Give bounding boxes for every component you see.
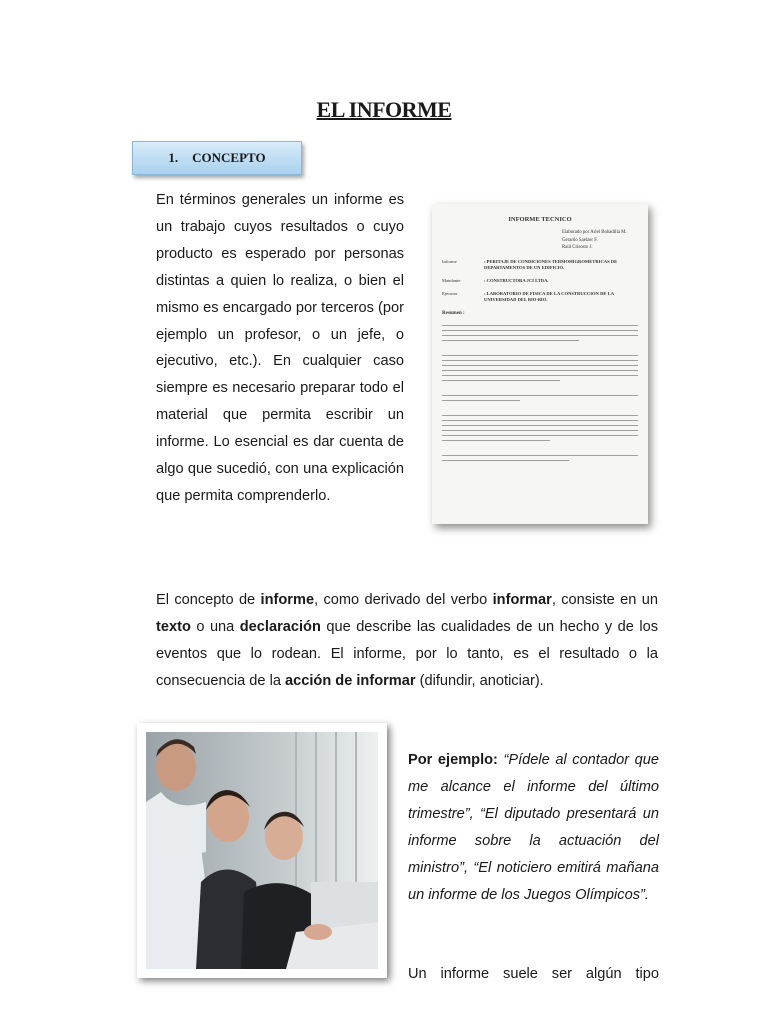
report-row-value: : CONSTRUCTORA JCI LTDA. xyxy=(484,277,549,283)
people-at-computer-illustration xyxy=(146,732,378,969)
section-label: CONCEPTO xyxy=(192,150,266,165)
report-author: Raúl Crisosto J. xyxy=(562,245,593,250)
report-summary-label: Resumen : xyxy=(442,310,465,316)
report-title: INFORME TECNICO xyxy=(508,216,572,223)
page-title: EL INFORME xyxy=(316,97,452,122)
definition-paragraph: En términos generales un informe es un trabajo cuyos resultados o cuyo producto es esperado por personas distintas a quien lo realiza, o bien el mismo es encargado por terceros (por ejemplo un profesor, o un jefe, o ejecutivo, etc.). En cualquier caso siempre es necesario preparar todo el material que permita escribir un informe. Lo esencial es dar cuenta de algo que sucedió, con una explicación que permita comprenderlo. xyxy=(156,192,404,504)
report-author: Elaborado por Ariel Bobadilla M. xyxy=(562,230,627,235)
report-document-image xyxy=(432,204,648,524)
report-row xyxy=(442,278,638,284)
report-row xyxy=(442,291,638,303)
report-row xyxy=(442,259,638,271)
business-meeting-photo xyxy=(137,723,387,978)
report-row-value: : PERITAJE DE CONDICIONES TERMOHIGROMETRICAS DE DEPARTAMENTOS DE UN EDIFICIO. xyxy=(484,258,618,270)
report-row-key: Ejecutor xyxy=(442,290,458,296)
report-row-key: Informe xyxy=(442,258,457,264)
section-heading-concepto xyxy=(132,141,302,175)
example-paragraph: Por ejemplo: “Pídele al contador que me alcance el informe del último trimestre”, “El diputado presentará un informe sobre la actuación del ministro”, “El noticiero emitirá mañana un informe de los Juegos Olímpicos”. xyxy=(408,752,659,903)
section-number: 1. xyxy=(168,150,179,165)
continuation-paragraph: Un informe suele ser algún tipo xyxy=(408,966,659,982)
report-body-text xyxy=(442,325,638,462)
report-row-value: : LABORATORIO DE FISICA DE LA CONSTRUCCION DE LA UNIVERSIDAD DEL BIO-BIO. xyxy=(484,290,614,302)
concept-paragraph: El concepto de informe, como derivado del verbo informar, consiste en un texto o una declaración que describe las cualidades de un hecho y de los eventos que lo rodean. El informe, por lo tanto, es el resultado o la consecuencia de la acción de informar (difundir, anoticiar). xyxy=(156,592,658,689)
report-row-key: Mandante xyxy=(442,277,461,283)
report-author: Gerardo Saelzer F. xyxy=(562,237,598,243)
report-authors xyxy=(562,229,638,252)
